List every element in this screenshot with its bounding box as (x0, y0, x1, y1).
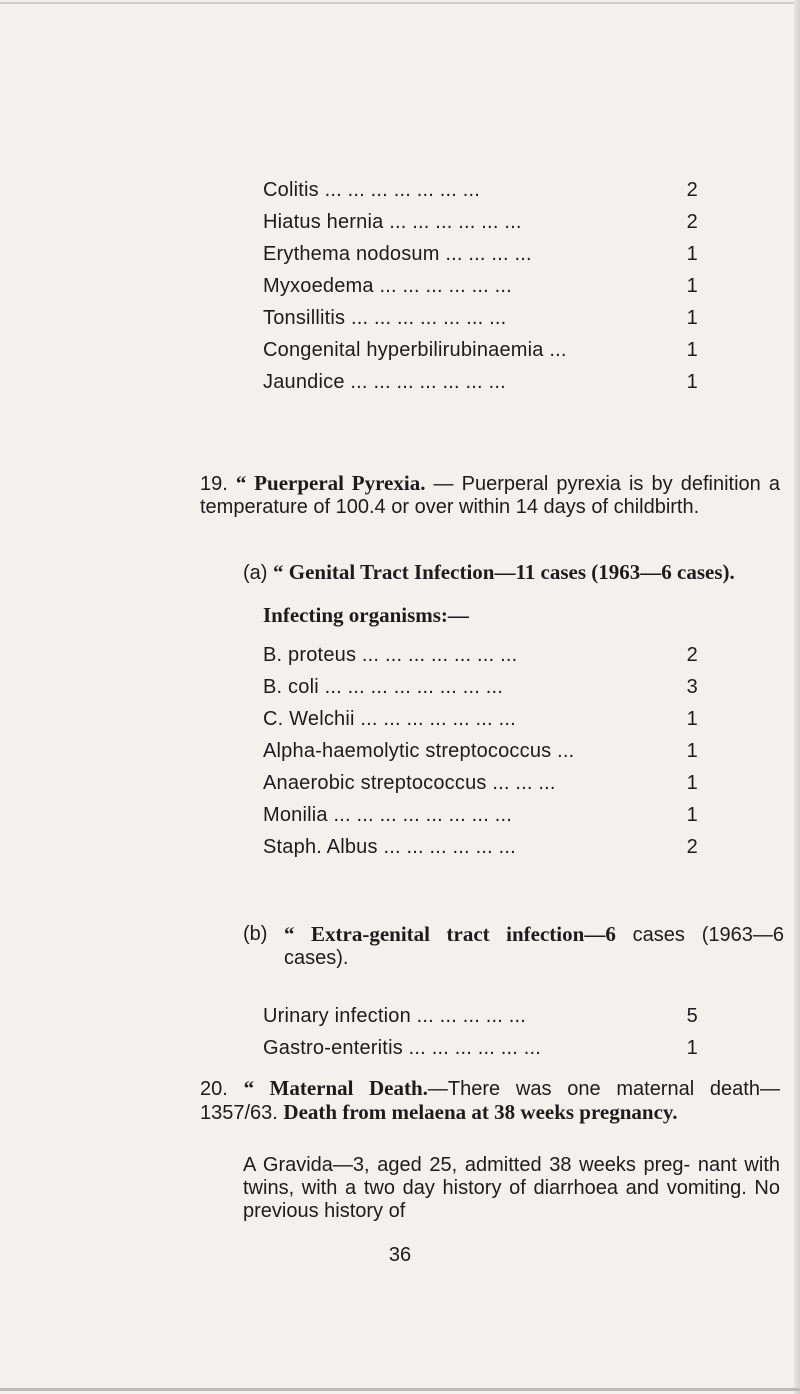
section-19a-marker: (a) (243, 562, 268, 584)
item-count: 2 (686, 179, 698, 201)
item-count: 2 (686, 211, 698, 233)
page-edge (794, 0, 800, 1394)
case-paragraph: A Gravida—3, aged 25, admitted 38 weeks preg- nant with twins, with a two day history of diarrhoea and vomiting. No previous history of (243, 1154, 780, 1222)
item-label: Urinary infection ... ... ... ... ... (263, 1005, 527, 1027)
list-item (263, 338, 698, 370)
item-count: 1 (686, 243, 698, 265)
organisms-list (263, 643, 698, 867)
section-19a-heading (243, 561, 800, 585)
item-label: Monilia ... ... ... ... ... ... ... ... (263, 804, 512, 826)
list-item (263, 210, 698, 242)
top-edge-line (0, 2, 800, 4)
conditions-list (263, 178, 698, 402)
item-label: Staph. Albus ... ... ... ... ... ... (263, 836, 516, 858)
item-label: Gastro-enteritis ... ... ... ... ... ... (263, 1037, 542, 1059)
list-item (263, 707, 698, 739)
item-count: 1 (686, 307, 698, 329)
section-19b-title: “ Extra-genital tract infection—6 (284, 922, 616, 946)
item-count: 2 (686, 644, 698, 666)
item-count: 1 (686, 740, 698, 762)
item-label: Jaundice ... ... ... ... ... ... ... (263, 371, 506, 393)
section-19a-subheading: Infecting organisms:— (263, 603, 469, 627)
section-20-paragraph (200, 1077, 780, 1125)
page-number: 36 (388, 1244, 412, 1266)
list-item (263, 675, 698, 707)
item-label: Hiatus hernia ... ... ... ... ... ... (263, 211, 522, 233)
item-label: Colitis ... ... ... ... ... ... ... (263, 179, 481, 201)
section-19-paragraph (200, 472, 780, 519)
section-19b-marker: (b) (243, 923, 268, 945)
item-count: 1 (686, 708, 698, 730)
list-item (263, 242, 698, 274)
list-item (263, 178, 698, 210)
section-19-text: — Puerperal pyrexia is by definition a temperature of 100.4 or over within 14 days of childbirth. (200, 473, 780, 518)
list-item (263, 739, 698, 771)
item-label: B. coli ... ... ... ... ... ... ... ... (263, 676, 504, 698)
item-label: Myxoedema ... ... ... ... ... ... (263, 275, 512, 297)
item-count: 1 (686, 371, 698, 393)
list-item (263, 306, 698, 338)
section-20-title: “ Maternal Death. (243, 1076, 428, 1100)
section-19-title: “ Puerperal Pyrexia. (235, 471, 426, 495)
item-label: Erythema nodosum ... ... ... ... (263, 243, 532, 265)
list-item (263, 835, 698, 867)
bottom-edge-line (0, 1388, 800, 1391)
section-19b-text (284, 923, 784, 970)
extra-genital-list (263, 1004, 698, 1068)
section-19a-title: “ Genital Tract Infection—11 cases (1963—6 cases). (273, 560, 735, 584)
list-item (263, 1004, 698, 1036)
list-item (263, 1036, 698, 1068)
list-item (263, 771, 698, 803)
list-item (263, 370, 698, 402)
section-20-bold-text: Death from melaena at 38 weeks pregnancy. (283, 1100, 678, 1124)
item-label: C. Welchii ... ... ... ... ... ... ... (263, 708, 516, 730)
list-item (263, 643, 698, 675)
item-label: Alpha-haemolytic streptococcus ... (263, 740, 575, 762)
item-label: Anaerobic streptococcus ... ... ... (263, 772, 556, 794)
list-item (263, 803, 698, 835)
item-count: 5 (686, 1005, 698, 1027)
section-20-number: 20. (200, 1078, 228, 1100)
item-count: 1 (686, 1037, 698, 1059)
item-count: 3 (686, 676, 698, 698)
item-count: 2 (686, 836, 698, 858)
section-19b-rest: cases (1963—6 cases). (284, 924, 785, 969)
item-label: Tonsillitis ... ... ... ... ... ... ... (263, 307, 507, 329)
item-count: 1 (686, 772, 698, 794)
item-label: B. proteus ... ... ... ... ... ... ... (263, 644, 518, 666)
item-count: 1 (686, 275, 698, 297)
list-item (263, 274, 698, 306)
section-19-number: 19. (200, 473, 228, 495)
item-count: 1 (686, 339, 698, 361)
section-20-text: —There was one maternal death— 1357/63. (200, 1078, 780, 1124)
item-count: 1 (686, 804, 698, 826)
item-label: Congenital hyperbilirubinaemia ... (263, 339, 567, 361)
